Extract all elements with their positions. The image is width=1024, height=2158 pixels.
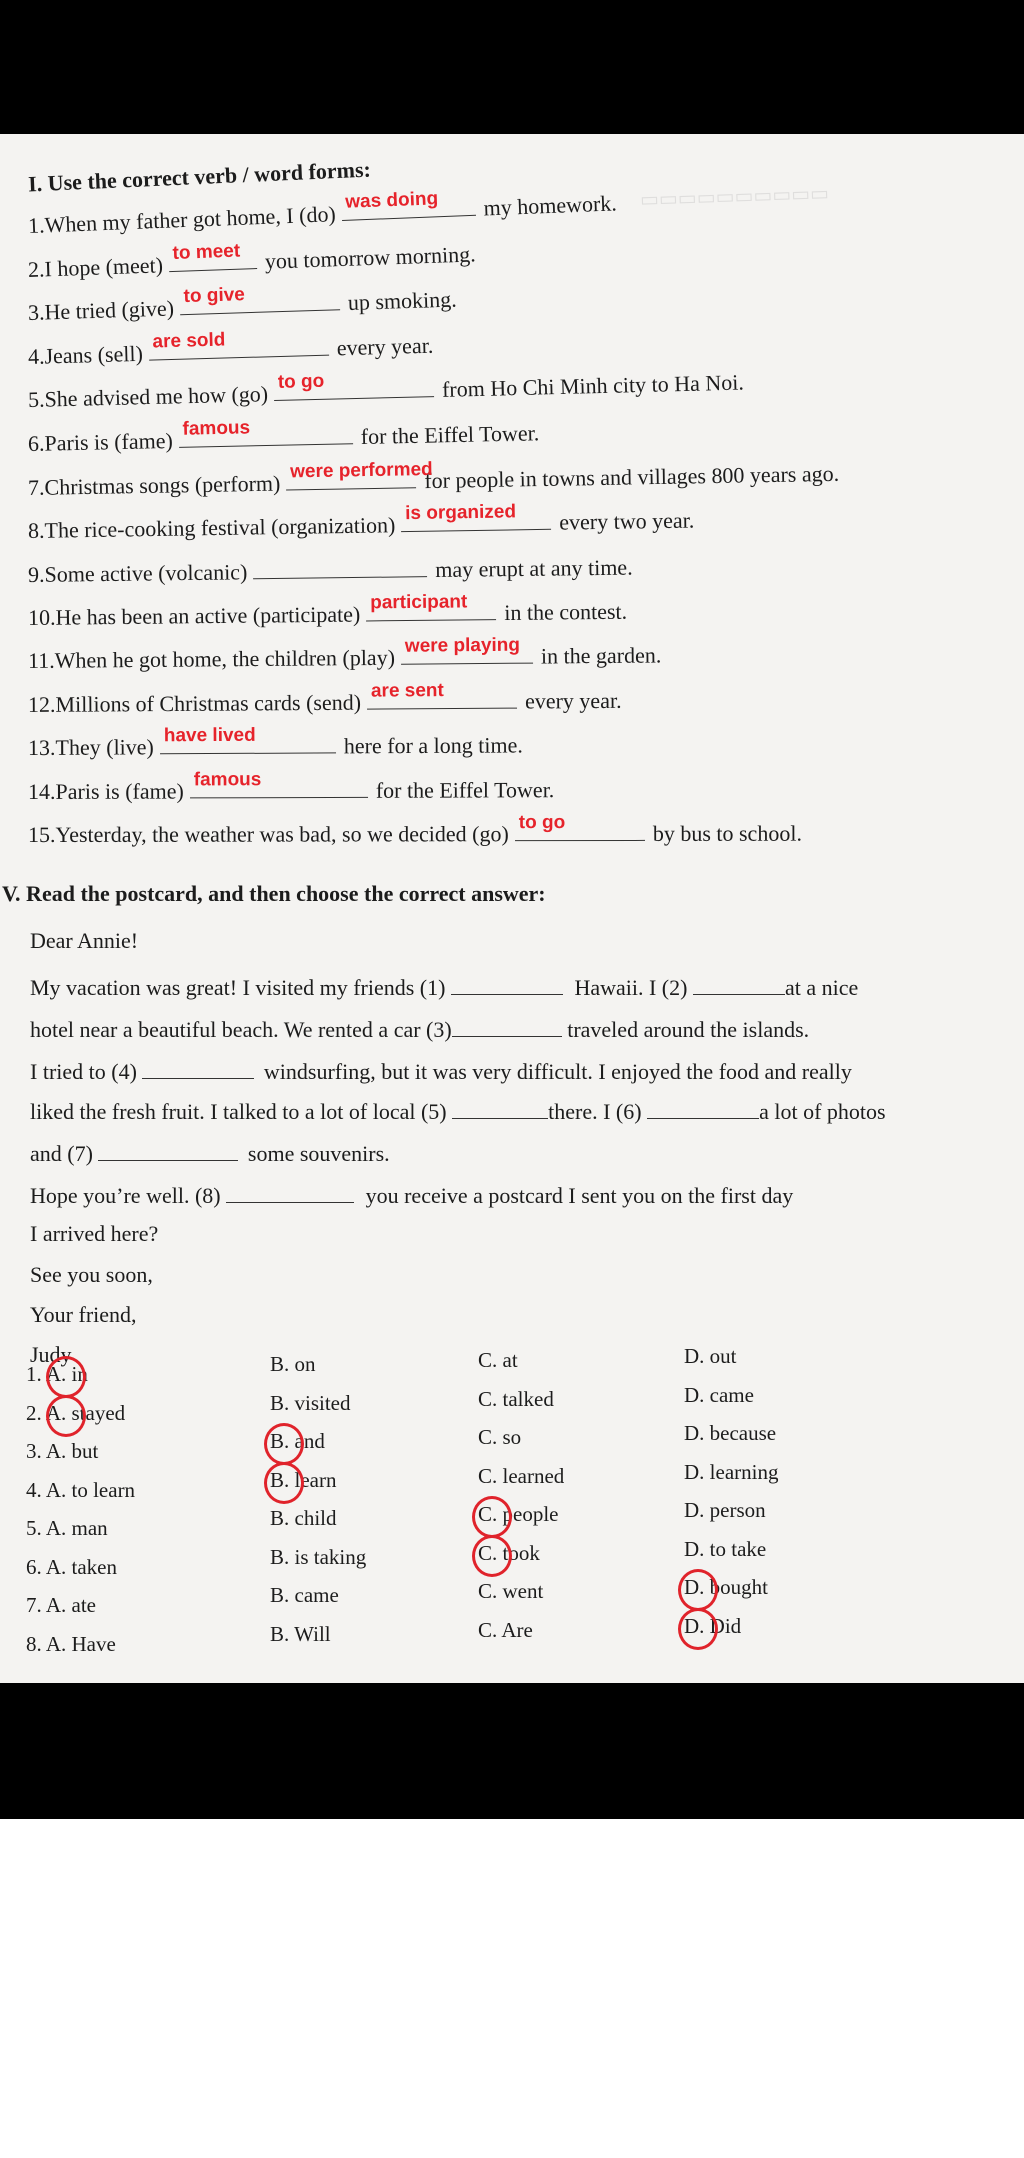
postcard-line-3: I tried to (4) windsurfing, but it was very difficult. I enjoyed the food and really — [30, 1056, 852, 1085]
option-1-a[interactable]: 1. A. in — [26, 1362, 88, 1386]
option-1-c[interactable]: C. at — [478, 1348, 518, 1372]
exercise-item — [27, 238, 476, 283]
option-6-c[interactable]: C. took — [478, 1540, 540, 1565]
selected-answer-circle — [678, 1569, 718, 1611]
postcard-blank-7[interactable] — [98, 1138, 238, 1161]
answer-blank[interactable] — [253, 554, 427, 579]
handwritten-answer: participant — [370, 591, 468, 614]
postcard-blank-2[interactable] — [693, 972, 785, 995]
exercise-item — [27, 187, 617, 239]
item-continuation: every year. — [524, 687, 622, 714]
handwritten-answer: are sent — [370, 680, 444, 702]
item-prompt: Jeans (sell) — [44, 340, 144, 369]
item-prompt: He tried (give) — [44, 295, 175, 325]
postcard-line-7: I arrived here? — [30, 1221, 159, 1246]
item-continuation: for the Eiffel Tower. — [360, 420, 540, 450]
item-number: 5. — [27, 386, 45, 412]
item-prompt: She advised me how (go) — [44, 381, 269, 412]
item-prompt: Paris is (fame) — [44, 427, 174, 456]
postcard-line-6: Hope you’re well. (8) you receive a postcard I sent you on the first day — [30, 1180, 793, 1209]
item-prompt: When he got home, the children (play) — [54, 644, 396, 673]
option-6-b[interactable]: B. is taking — [270, 1544, 367, 1569]
item-continuation: every year. — [336, 332, 434, 361]
item-prompt: Millions of Christmas cards (send) — [55, 689, 362, 717]
item-prompt: Yesterday, the weather was bad, so we decided (go) — [55, 821, 509, 847]
exercise-item — [27, 812, 802, 848]
item-continuation: here for a long time. — [343, 732, 523, 759]
option-2-c[interactable]: C. talked — [478, 1386, 554, 1411]
item-prompt: The rice-cooking festival (organization) — [44, 512, 396, 543]
answer-blank[interactable] — [401, 634, 533, 665]
item-prompt: When my father got home, I (do) — [44, 201, 337, 238]
exercise-item — [28, 367, 744, 413]
answer-blank[interactable] — [148, 329, 329, 361]
item-prompt: Some active (volcanic) — [44, 559, 248, 587]
item-number: 8. — [27, 517, 45, 543]
exercise-item — [28, 552, 633, 588]
option-2-a[interactable]: 2. A. stayed — [26, 1400, 126, 1425]
option-5-c[interactable]: C. people — [478, 1502, 559, 1526]
item-continuation: may erupt at any time. — [435, 554, 633, 583]
item-prompt: I hope (meet) — [44, 252, 164, 282]
item-number: 11. — [27, 647, 55, 673]
item-number: 15. — [27, 821, 56, 847]
selected-answer-circle — [472, 1496, 512, 1538]
item-continuation: by bus to school. — [652, 820, 802, 846]
handwritten-answer: to go — [277, 370, 325, 393]
handwritten-answer: to give — [183, 284, 246, 308]
exercise-item — [27, 680, 622, 718]
item-number: 7. — [27, 474, 45, 500]
postcard-closing-1: See you soon, — [30, 1262, 153, 1287]
handwritten-answer: is organized — [404, 501, 517, 525]
option-7-a[interactable]: 7. A. ate — [26, 1593, 96, 1617]
option-4-b[interactable]: B. learn — [270, 1467, 337, 1492]
item-prompt: They (live) — [55, 734, 154, 760]
exercise-item — [28, 330, 434, 370]
postcard-line-1: My vacation was great! I visited my friends (1) Hawaii. I (2) at a nice — [30, 972, 858, 1001]
answer-blank[interactable] — [168, 240, 257, 272]
exercise-item — [27, 769, 555, 805]
item-continuation: in the contest. — [504, 598, 628, 626]
option-5-b[interactable]: B. child — [270, 1506, 337, 1530]
item-continuation: in the garden. — [540, 642, 662, 669]
postcard-closing-2: Your friend, — [30, 1302, 137, 1327]
handwritten-answer: was doing — [344, 188, 439, 213]
option-8-c[interactable]: C. Are — [478, 1617, 533, 1642]
answer-blank[interactable] — [178, 417, 352, 448]
handwritten-answer: have lived — [163, 724, 256, 747]
option-4-a[interactable]: 4. A. to learn — [26, 1477, 136, 1502]
option-1-b[interactable]: B. on — [270, 1352, 316, 1376]
option-7-b[interactable]: B. came — [270, 1583, 339, 1607]
answer-blank[interactable] — [190, 769, 368, 799]
handwritten-answer: were performed — [289, 458, 433, 483]
item-prompt: Paris is (fame) — [55, 778, 184, 804]
answer-blank[interactable] — [179, 284, 340, 315]
answer-blank[interactable] — [367, 680, 517, 710]
exercise-item — [27, 724, 523, 761]
empty-area-below — [0, 1819, 1024, 2158]
item-number: 2. — [27, 256, 45, 282]
item-number: 6. — [27, 430, 45, 456]
item-prompt: Christmas songs (perform) — [44, 470, 281, 500]
exercise-item — [27, 591, 628, 631]
item-prompt: He has been an active (participate) — [55, 601, 361, 630]
selected-answer-circle — [46, 1395, 86, 1437]
selected-answer-circle — [678, 1608, 718, 1650]
item-continuation: up smoking. — [347, 286, 458, 315]
answer-blank[interactable] — [160, 724, 336, 754]
answer-blank[interactable] — [366, 591, 496, 621]
handwritten-answer: famous — [193, 769, 262, 791]
postcard-blank-6[interactable] — [647, 1096, 759, 1119]
handwritten-answer: are sold — [152, 329, 226, 353]
item-continuation: every two year. — [559, 507, 695, 535]
option-3-d[interactable]: D. because — [684, 1421, 777, 1445]
bottom-black-bar — [0, 1683, 1024, 1819]
option-4-c[interactable]: C. learned — [478, 1463, 565, 1488]
exercise-item — [27, 501, 695, 544]
item-continuation: my homework. — [483, 190, 618, 221]
option-7-d[interactable]: D. bought — [684, 1575, 768, 1599]
answer-blank[interactable] — [274, 370, 435, 401]
postcard-blank-8[interactable] — [226, 1180, 354, 1203]
postcard-blank-4[interactable] — [142, 1056, 254, 1079]
handwritten-answer: were playing — [404, 634, 521, 657]
option-8-d[interactable]: D. Did — [684, 1613, 742, 1638]
exercise-item — [28, 458, 840, 501]
item-number: 9. — [27, 561, 45, 587]
option-2-d[interactable]: D. came — [684, 1382, 754, 1407]
option-3-a[interactable]: 3. A. but — [26, 1439, 99, 1463]
postcard-blank-3[interactable] — [452, 1014, 562, 1037]
item-number: 10. — [27, 604, 56, 630]
selected-answer-circle — [264, 1462, 304, 1504]
section1-heading: I. Use the correct verb / word forms: — [27, 156, 372, 197]
option-5-d[interactable]: D. person — [684, 1498, 766, 1522]
postcard-line-4: liked the fresh fruit. I talked to a lot of local (5) there. I (6) a lot of photos — [30, 1096, 886, 1125]
option-8-b[interactable]: B. Will — [270, 1621, 331, 1646]
handwritten-answer: famous — [182, 417, 251, 440]
postcard-line-2: hotel near a beautiful beach. We rented a car (3) traveled around the islands. — [30, 1014, 809, 1043]
item-number: 4. — [27, 343, 45, 369]
item-continuation: for the Eiffel Tower. — [375, 777, 555, 803]
exercise-item — [27, 634, 662, 674]
option-8-a[interactable]: 8. A. Have — [26, 1631, 116, 1656]
item-continuation: from Ho Chi Minh city to Ha Noi. — [441, 369, 745, 402]
postcard-blank-5[interactable] — [452, 1096, 548, 1119]
answer-blank[interactable] — [341, 188, 476, 221]
answer-blank[interactable] — [515, 812, 645, 841]
option-2-b[interactable]: B. visited — [270, 1390, 351, 1415]
postcard-line-5: and (7) some souvenirs. — [30, 1138, 390, 1167]
option-6-d[interactable]: D. to take — [684, 1536, 767, 1561]
item-number: 13. — [27, 734, 56, 760]
exercise-item — [28, 284, 457, 326]
item-number: 3. — [27, 299, 45, 325]
worksheet-photo — [0, 134, 1024, 1683]
option-4-d[interactable]: D. learning — [684, 1459, 779, 1484]
option-3-b[interactable]: B. and — [270, 1429, 325, 1453]
item-continuation: you tomorrow morning. — [264, 241, 477, 274]
selected-answer-circle — [472, 1535, 512, 1577]
exercise-item — [28, 417, 540, 457]
option-3-c[interactable]: C. so — [478, 1425, 522, 1449]
postcard-blank-1[interactable] — [451, 972, 563, 995]
selected-answer-circle — [264, 1423, 304, 1465]
answer-blank[interactable] — [286, 458, 433, 490]
handwritten-answer: to meet — [172, 240, 241, 264]
item-number: 12. — [27, 691, 56, 717]
option-6-a[interactable]: 6. A. taken — [26, 1554, 117, 1579]
handwritten-answer: to go — [518, 812, 566, 834]
answer-blank[interactable] — [401, 501, 551, 532]
option-5-a[interactable]: 5. A. man — [26, 1516, 108, 1540]
section2-heading: V. Read the postcard, and then choose the correct answer: — [2, 881, 546, 906]
selected-answer-circle — [46, 1356, 86, 1398]
option-7-c[interactable]: C. went — [478, 1579, 544, 1603]
option-1-d[interactable]: D. out — [684, 1344, 737, 1368]
item-continuation: for people in towns and villages 800 years ago. — [424, 460, 840, 494]
top-black-bar — [0, 0, 1024, 134]
postcard-signature: Judy — [30, 1342, 72, 1367]
postcard-greeting: Dear Annie! — [30, 928, 139, 953]
bleed-through-texture: ▭▭▭▭▭▭▭▭▭▭ — [639, 182, 830, 212]
item-number: 1. — [27, 212, 46, 238]
item-number: 14. — [27, 778, 56, 804]
